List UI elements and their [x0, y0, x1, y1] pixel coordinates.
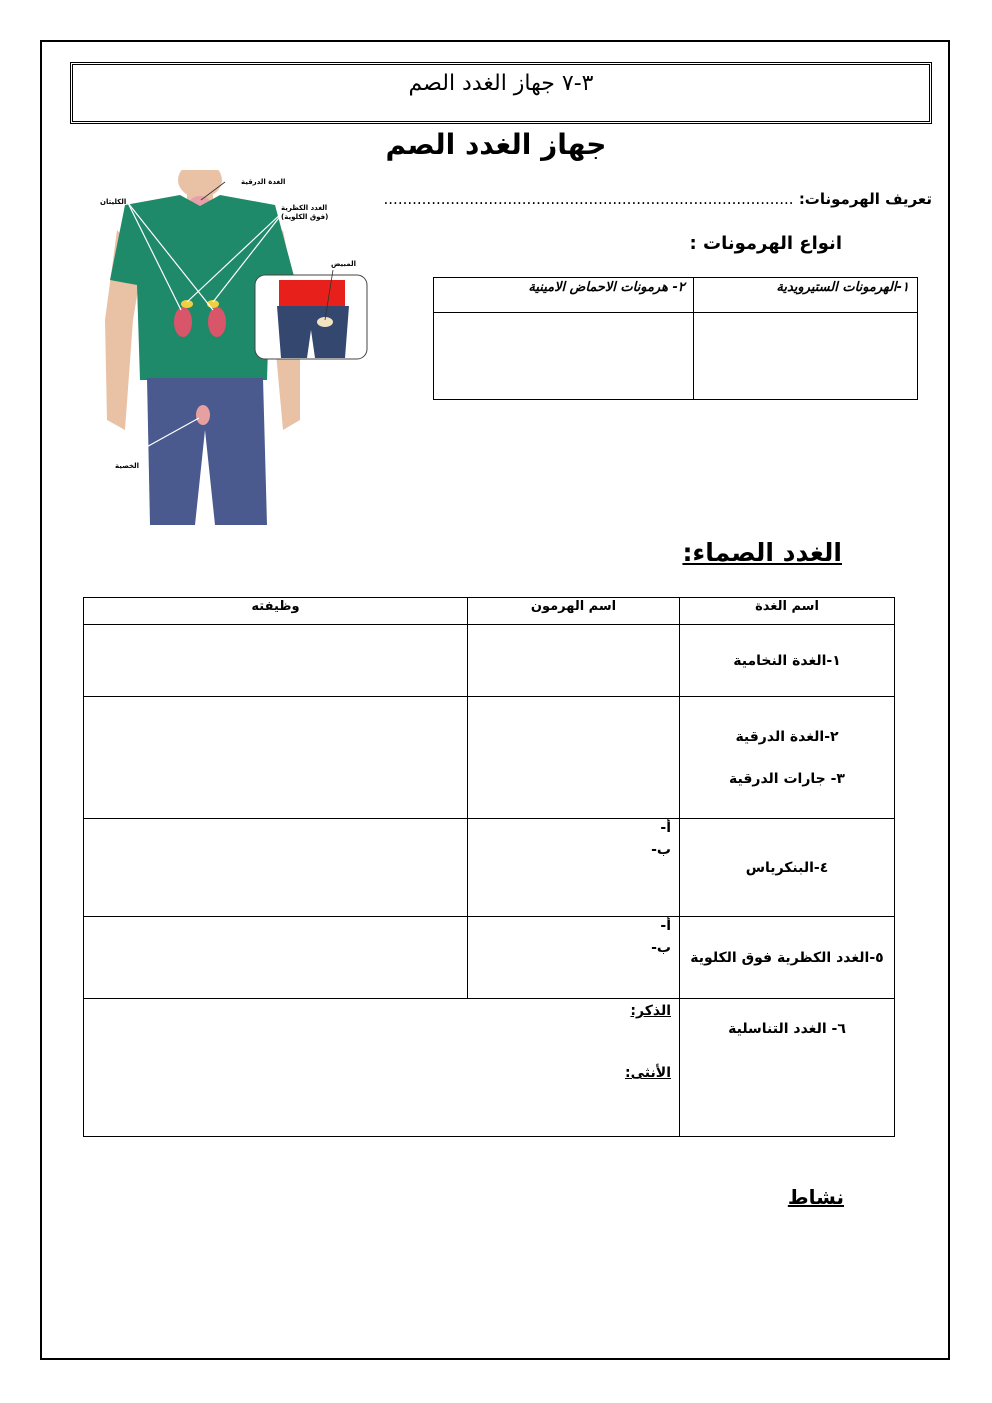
- main-title: جهاز الغدد الصم: [385, 128, 607, 161]
- gland-pancreas: ٤-البنكرياس: [680, 819, 895, 917]
- types-cell-amino[interactable]: [434, 313, 694, 400]
- hormone-cell[interactable]: [468, 819, 680, 917]
- right-kidney: [208, 307, 226, 337]
- inset-top: [279, 280, 345, 306]
- testis-shape: [196, 405, 210, 425]
- label-kidneys: الكليتان: [100, 198, 127, 206]
- gland-thyroid: ٢-الغدة الدرقية: [735, 728, 839, 745]
- sub-item-a: أ-: [660, 918, 671, 934]
- sub-item-a: أ-: [660, 820, 671, 836]
- gland-parathyroid: ٣- جارات الدرقية: [729, 770, 845, 787]
- col-gland-name: اسم الغدة: [680, 598, 895, 625]
- hormone-types-table: [433, 277, 918, 400]
- col-hormone-name: اسم الهرمون: [468, 598, 680, 625]
- endocrine-body-illustration: [95, 170, 375, 530]
- function-cell[interactable]: [84, 697, 468, 819]
- function-cell[interactable]: [84, 917, 468, 999]
- female-label: الأنثى:: [625, 1065, 671, 1081]
- label-ovary: المبيض: [331, 260, 356, 268]
- types-col-amino: ٢- هرمونات الاحماض الامينية: [434, 278, 694, 313]
- table-row: [84, 819, 895, 917]
- label-adrenal-sub: (فوق الكلوية): [281, 213, 329, 221]
- gonads-details-cell[interactable]: [84, 999, 680, 1137]
- col-function: وظيفته: [84, 598, 468, 625]
- male-label: الذكر:: [630, 1003, 671, 1019]
- endocrine-glands-heading: الغدد الصماء:: [682, 538, 842, 567]
- activity-heading: نشاط: [787, 1185, 844, 1209]
- gland-adrenal: ٥-الغدد الكظرية فوق الكلوية: [680, 917, 895, 999]
- label-testis: الخصية: [115, 462, 140, 470]
- header-title: ٣-٧ جهاز الغدد الصم: [408, 71, 594, 96]
- hormone-definition-label: تعريف الهرمونات:: [798, 190, 932, 208]
- function-cell[interactable]: [84, 819, 468, 917]
- hormone-types-heading: انواع الهرمونات :: [689, 233, 842, 254]
- trousers-shape: [147, 378, 267, 525]
- label-adrenal: الغدد الكظرية: [281, 204, 328, 212]
- sub-item-b: ب-: [651, 842, 671, 858]
- hormone-definition-blank[interactable]: ......................................................................................: [383, 190, 794, 208]
- hormone-definition: [384, 190, 932, 208]
- left-kidney: [174, 307, 192, 337]
- sub-item-b: ب-: [651, 940, 671, 956]
- table-row: [84, 999, 895, 1137]
- table-row: [84, 625, 895, 697]
- header-box: [70, 62, 932, 124]
- types-col-steroid: ١-الهرمونات الستيرويدية: [693, 278, 917, 313]
- gland-gonads: ٦- الغدد التناسلية: [680, 999, 895, 1137]
- hormone-cell[interactable]: [468, 625, 680, 697]
- hormone-cell[interactable]: [468, 697, 680, 819]
- table-row: [84, 917, 895, 999]
- hormone-cell[interactable]: [468, 917, 680, 999]
- types-cell-steroid[interactable]: [693, 313, 917, 400]
- label-thyroid: الغدة الدرقية: [241, 178, 286, 186]
- gland-pituitary: ١-الغدة النخامية: [680, 625, 895, 697]
- function-cell[interactable]: [84, 625, 468, 697]
- table-row: [84, 697, 895, 819]
- endocrine-glands-table: [83, 597, 895, 1137]
- gland-thyroid-parathyroid: [680, 697, 895, 819]
